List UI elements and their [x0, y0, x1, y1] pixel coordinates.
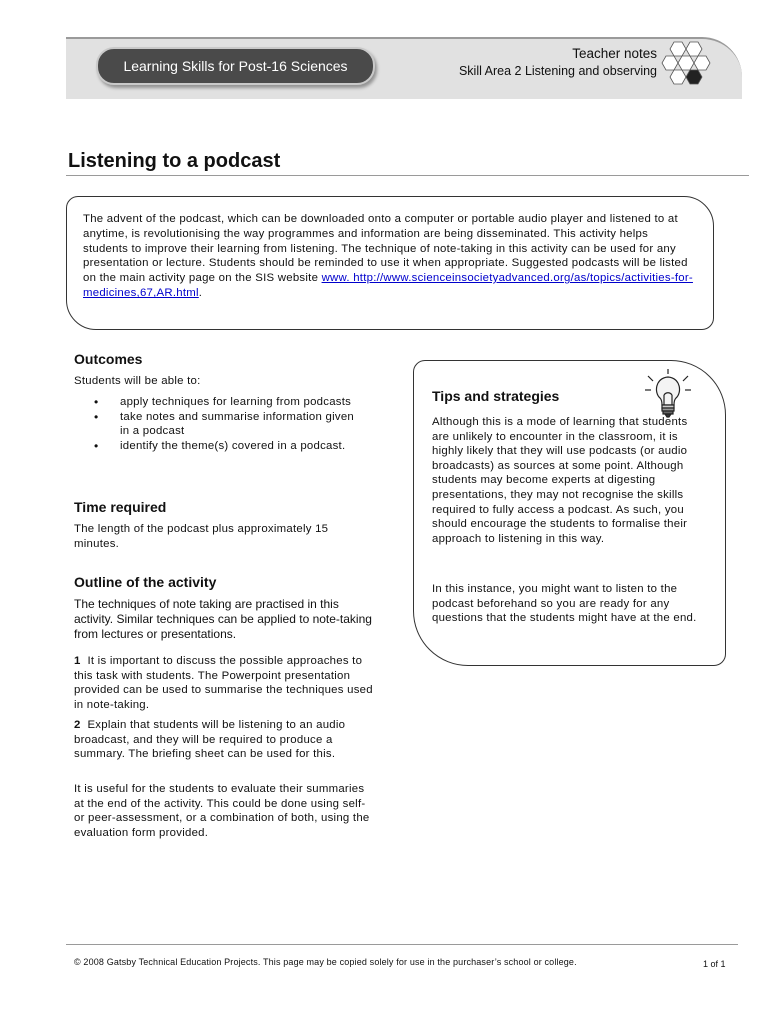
intro-paragraph	[83, 212, 693, 301]
skill-area: Skill Area 2 Listening and observing	[458, 64, 657, 78]
tips-paragraph-1: Although this is a mode of learning that students are unlikely to encounter in the classroom, it is highly likely that they will use podcasts (or audio broadcasts) as sources at some point. Although students may become experts at digesting presentations, they may not recognise the skills required to fully access a podcast. As such, you should encourage the students to formalise their approach to listening in this way.	[432, 416, 688, 545]
notes-type: Teacher notes	[572, 46, 657, 61]
intro-end: .	[198, 286, 203, 299]
footer-divider	[66, 944, 738, 945]
list-item: • take notes and summarise information given in a podcast	[94, 410, 364, 439]
step-number: 2	[74, 719, 81, 731]
sis-website-link[interactable]: www. http://www.scienceinsocietyadvanced.org/as/topics/activities-for-medicines,67,AR.html	[83, 272, 693, 299]
outcomes-intro: Students will be able to:	[74, 375, 201, 387]
page-number: 1 of 1	[703, 959, 726, 969]
lightbulb-icon	[640, 368, 696, 422]
step-number: 1	[74, 655, 81, 667]
hexagon-logo-icon	[660, 40, 720, 86]
copyright-notice: © 2008 Gatsby Technical Education Projects. This page may be copied solely for use in the purchaser’s school or college.	[74, 957, 577, 967]
step-2	[74, 718, 374, 762]
tips-paragraph-2: In this instance, you might want to listen to the podcast beforehand so you are ready for any questions that the students might have at the end.	[432, 583, 697, 625]
evaluation-paragraph: It is useful for the students to evaluate their summaries at the end of the activity. This could be done using self- or peer-assessment, or a combination of both, using the evaluation form provided.	[74, 783, 370, 839]
step-1	[74, 654, 374, 712]
page-title: Listening to a podcast	[68, 150, 281, 172]
time-heading: Time required	[74, 499, 167, 515]
series-title: Learning Skills for Post-16 Sciences	[96, 47, 375, 85]
title-divider	[66, 175, 749, 176]
time-text: The length of the podcast plus approximately 15 minutes.	[74, 523, 329, 550]
outcomes-heading: Outcomes	[74, 351, 143, 367]
outline-intro: The techniques of note taking are practised in this activity. Similar techniques can be applied to note-taking from lectures or presentations.	[74, 597, 372, 641]
intro-text: The advent of the podcast, which can be downloaded onto a computer or portable audio player and listened to at anytime, is revolutionising the way programmes and information are being disseminated. This activity helps students to improve their learning from listening. The technique of note-taking in this activity can be used for any presentation or lecture. Students should be reminded to use it when appropriate. Suggested podcasts will be listed on the main activity page on the SIS website	[83, 213, 688, 285]
step-text: Explain that students will be listening to an audio broadcast, and they will be required to produce a summary. The briefing sheet can be used for this.	[74, 719, 346, 761]
list-item: • apply techniques for learning from podcasts	[94, 395, 364, 410]
outcomes-list	[94, 395, 364, 453]
tips-heading: Tips and strategies	[432, 388, 560, 404]
list-item: • identify the theme(s) covered in a podcast.	[94, 439, 364, 454]
outline-heading: Outline of the activity	[74, 574, 217, 590]
step-text: It is important to discuss the possible approaches to this task with students. The Powerpoint presentation provided can be used to summarise the techniques used in note-taking.	[74, 655, 373, 711]
